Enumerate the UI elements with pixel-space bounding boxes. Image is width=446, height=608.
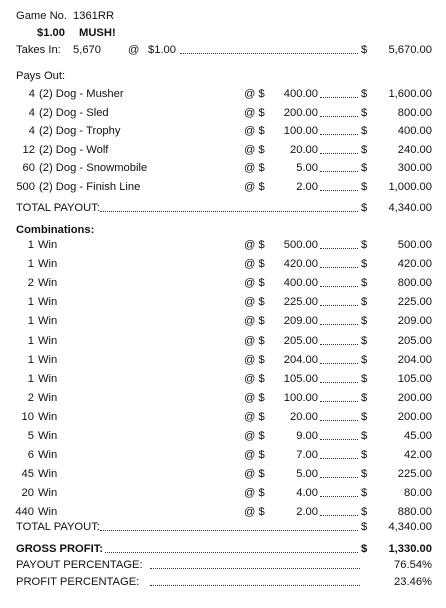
combinations-total-dollar: $ xyxy=(361,521,368,533)
description: (2) Dog - Sled xyxy=(39,106,109,119)
combinations-total: 4,340.00 xyxy=(388,521,432,533)
at-sign: @ $ xyxy=(244,430,265,442)
at-sign: @ $ xyxy=(244,239,265,251)
quantity: 45 xyxy=(21,468,34,481)
pays-out-total-label: TOTAL PAYOUT: xyxy=(16,202,100,214)
quantity: 440 xyxy=(15,506,34,519)
row-total: 225.00 xyxy=(397,468,432,481)
description: Win xyxy=(38,506,58,519)
game-title-row xyxy=(0,24,446,42)
dollar-sign: $ xyxy=(361,391,368,404)
dot-leader xyxy=(100,530,358,531)
dot-leader xyxy=(320,458,358,459)
dot-leader xyxy=(320,420,358,421)
description: (2) Dog - Trophy xyxy=(39,125,121,137)
dot-leader xyxy=(320,248,358,249)
row-total: 45.00 xyxy=(404,430,432,442)
prize-amount: 9.00 xyxy=(296,430,318,442)
description: Win xyxy=(38,334,58,347)
combination-row xyxy=(0,484,446,502)
dot-leader xyxy=(320,382,358,383)
dollar-sign: $ xyxy=(361,430,368,442)
dollar-sign: $ xyxy=(361,315,368,328)
description: Win xyxy=(38,258,58,271)
at-sign: @ $ xyxy=(244,296,265,309)
dot-leader xyxy=(320,324,358,325)
gross-profit-value: 1,330.00 xyxy=(388,543,432,555)
quantity: 1 xyxy=(27,353,34,366)
row-total: 225.00 xyxy=(397,296,432,309)
quantity: 1 xyxy=(27,296,34,309)
prize-amount: 4.00 xyxy=(296,487,318,500)
row-total: 400.00 xyxy=(397,125,432,137)
dot-leader xyxy=(320,97,358,98)
takes-in-total: 5,670.00 xyxy=(388,44,432,56)
prize-amount: 209.00 xyxy=(283,315,318,328)
prize-amount: 400.00 xyxy=(283,277,318,290)
dollar-sign: $ xyxy=(361,258,368,271)
dot-leader xyxy=(100,211,358,212)
row-total: 800.00 xyxy=(397,106,432,119)
quantity: 4 xyxy=(28,125,35,137)
combinations-total-row xyxy=(0,518,446,536)
combination-row xyxy=(0,274,446,292)
dot-leader xyxy=(320,344,358,345)
at-sign: @ $ xyxy=(244,391,265,404)
at-sign: @ $ xyxy=(244,125,265,137)
prize-amount: 20.00 xyxy=(290,410,318,423)
prize-amount: 400.00 xyxy=(283,88,318,100)
takes-in-price: $1.00 xyxy=(148,44,176,56)
dollar-sign: $ xyxy=(361,410,368,423)
combination-row xyxy=(0,465,446,483)
game-no-label: Game No. xyxy=(16,10,67,22)
takes-in-dollar: $ xyxy=(361,44,368,56)
takes-in-label: Takes In: xyxy=(16,44,61,56)
game-name: MUSH! xyxy=(79,27,116,39)
combination-row xyxy=(0,351,446,369)
profit-percentage-row xyxy=(0,573,446,591)
row-total: 300.00 xyxy=(397,162,432,174)
prize-amount: 7.00 xyxy=(296,449,318,462)
quantity: 1 xyxy=(27,372,34,385)
dollar-sign: $ xyxy=(361,125,368,137)
pays-out-row xyxy=(0,178,446,196)
dollar-sign: $ xyxy=(361,449,368,462)
at-sign: @ $ xyxy=(244,88,265,100)
row-total: 880.00 xyxy=(397,506,432,519)
dot-leader xyxy=(180,53,358,54)
description: Win xyxy=(38,391,58,404)
dot-leader xyxy=(320,267,358,268)
row-total: 1,000.00 xyxy=(388,180,432,193)
description: Win xyxy=(38,277,58,290)
dot-leader xyxy=(320,134,358,135)
dot-leader xyxy=(320,116,358,117)
row-total: 42.00 xyxy=(404,449,432,462)
prize-amount: 205.00 xyxy=(283,334,318,347)
prize-amount: 100.00 xyxy=(283,125,318,137)
combination-row xyxy=(0,427,446,445)
dollar-sign: $ xyxy=(361,468,368,481)
description: (2) Dog - Snowmobile xyxy=(39,162,148,174)
row-total: 200.00 xyxy=(397,391,432,404)
dollar-sign: $ xyxy=(361,162,368,174)
payout-percentage-label: PAYOUT PERCENTAGE: xyxy=(16,559,143,571)
at-sign: @ $ xyxy=(244,372,265,385)
dot-leader xyxy=(320,190,358,191)
profit-percentage-value: 23.46% xyxy=(394,576,432,588)
quantity: 1 xyxy=(27,258,34,271)
game-number-row xyxy=(0,7,446,25)
combination-row xyxy=(0,312,446,330)
dot-leader xyxy=(320,496,358,497)
dot-leader xyxy=(320,401,358,402)
description: (2) Dog - Finish Line xyxy=(39,180,141,193)
prize-amount: 5.00 xyxy=(296,162,318,174)
dot-leader xyxy=(150,568,360,569)
description: Win xyxy=(38,410,58,423)
gross-profit-label: GROSS PROFIT: xyxy=(16,543,104,555)
dollar-sign: $ xyxy=(361,277,368,290)
payout-percentage-value: 76.54% xyxy=(394,559,432,571)
description: (2) Dog - Musher xyxy=(39,88,124,100)
pays-out-row xyxy=(0,104,446,122)
pays-out-row xyxy=(0,159,446,177)
description: Win xyxy=(38,296,58,309)
quantity: 500 xyxy=(16,180,35,193)
quantity: 4 xyxy=(28,106,35,119)
at-sign: @ $ xyxy=(244,334,265,347)
dot-leader xyxy=(320,439,358,440)
dollar-sign: $ xyxy=(361,353,368,366)
at-sign: @ $ xyxy=(244,487,265,500)
at-sign: @ $ xyxy=(244,468,265,481)
prize-amount: 225.00 xyxy=(283,296,318,309)
profit-percentage-label: PROFIT PERCENTAGE: xyxy=(16,576,140,588)
prize-amount: 2.00 xyxy=(296,180,318,193)
row-total: 500.00 xyxy=(397,239,432,251)
combination-row xyxy=(0,446,446,464)
combination-row xyxy=(0,293,446,311)
quantity: 60 xyxy=(22,162,35,174)
description: Win xyxy=(38,449,58,462)
prize-amount: 105.00 xyxy=(283,372,318,385)
pays-out-row xyxy=(0,141,446,159)
row-total: 200.00 xyxy=(397,410,432,423)
dot-leader xyxy=(320,171,358,172)
dollar-sign: $ xyxy=(361,180,368,193)
row-total: 205.00 xyxy=(397,334,432,347)
game-price: $1.00 xyxy=(37,27,65,39)
row-total: 80.00 xyxy=(404,487,432,500)
row-total: 1,600.00 xyxy=(388,88,432,100)
quantity: 6 xyxy=(27,449,34,462)
dot-leader xyxy=(320,286,358,287)
at-sign: @ $ xyxy=(244,258,265,271)
dollar-sign: $ xyxy=(361,487,368,500)
pays-out-total: 4,340.00 xyxy=(388,202,432,214)
dollar-sign: $ xyxy=(361,143,368,156)
dollar-sign: $ xyxy=(361,88,368,100)
row-total: 209.00 xyxy=(397,315,432,328)
dollar-sign: $ xyxy=(361,106,368,119)
at-sign: @ $ xyxy=(244,353,265,366)
at-sign: @ $ xyxy=(244,143,265,156)
pays-out-row xyxy=(0,85,446,103)
combinations-heading: Combinations: xyxy=(16,224,95,236)
prize-amount: 20.00 xyxy=(290,143,318,156)
at-sign: @ $ xyxy=(244,106,265,119)
row-total: 240.00 xyxy=(397,143,432,156)
at-sign: @ $ xyxy=(244,162,265,174)
prize-amount: 500.00 xyxy=(283,239,318,251)
row-total: 420.00 xyxy=(397,258,432,271)
description: Win xyxy=(38,430,58,442)
combination-row xyxy=(0,389,446,407)
takes-in-at: @ xyxy=(128,44,140,56)
payout-percentage-row xyxy=(0,556,446,574)
pays-out-heading: Pays Out: xyxy=(16,70,66,82)
combination-row xyxy=(0,236,446,254)
combination-row xyxy=(0,332,446,350)
quantity: 1 xyxy=(27,334,34,347)
description: Win xyxy=(38,315,58,328)
at-sign: @ $ xyxy=(244,506,265,519)
quantity: 4 xyxy=(28,88,35,100)
dollar-sign: $ xyxy=(361,372,368,385)
dot-leader xyxy=(320,515,358,516)
row-total: 204.00 xyxy=(397,353,432,366)
combinations-total-label: TOTAL PAYOUT: xyxy=(16,521,100,533)
at-sign: @ $ xyxy=(244,315,265,328)
description: Win xyxy=(38,372,58,385)
dot-leader xyxy=(320,363,358,364)
prize-amount: 2.00 xyxy=(296,506,318,519)
combination-row xyxy=(0,370,446,388)
quantity: 1 xyxy=(27,239,34,251)
quantity: 10 xyxy=(21,410,34,423)
prize-amount: 420.00 xyxy=(283,258,318,271)
quantity: 20 xyxy=(21,487,34,500)
pays-out-row xyxy=(0,122,446,140)
pays-out-heading-row xyxy=(0,67,446,85)
at-sign: @ $ xyxy=(244,180,265,193)
quantity: 2 xyxy=(27,277,34,290)
quantity: 2 xyxy=(27,391,34,404)
dot-leader xyxy=(105,552,358,553)
takes-in-row xyxy=(0,41,446,59)
dot-leader xyxy=(320,305,358,306)
pays-out-total-dollar: $ xyxy=(361,202,368,214)
dot-leader xyxy=(320,477,358,478)
at-sign: @ $ xyxy=(244,410,265,423)
description: Win xyxy=(38,487,58,500)
prize-amount: 200.00 xyxy=(283,106,318,119)
gross-profit-dollar: $ xyxy=(361,543,368,555)
dot-leader xyxy=(150,585,360,586)
at-sign: @ $ xyxy=(244,449,265,462)
dollar-sign: $ xyxy=(361,296,368,309)
description: Win xyxy=(38,468,58,481)
pays-out-total-row xyxy=(0,199,446,217)
takes-in-count: 5,670 xyxy=(73,44,101,56)
quantity: 5 xyxy=(27,430,34,442)
dollar-sign: $ xyxy=(361,334,368,347)
prize-amount: 100.00 xyxy=(283,391,318,404)
combination-row xyxy=(0,255,446,273)
quantity: 12 xyxy=(22,143,35,156)
at-sign: @ $ xyxy=(244,277,265,290)
game-no-value: 1361RR xyxy=(73,10,115,22)
description: Win xyxy=(38,239,58,251)
prize-amount: 5.00 xyxy=(296,468,318,481)
row-total: 800.00 xyxy=(397,277,432,290)
dollar-sign: $ xyxy=(361,506,368,519)
dollar-sign: $ xyxy=(361,239,368,251)
dot-leader xyxy=(320,153,358,154)
description: Win xyxy=(38,353,58,366)
description: (2) Dog - Wolf xyxy=(39,143,109,156)
row-total: 105.00 xyxy=(397,372,432,385)
quantity: 1 xyxy=(27,315,34,328)
combination-row xyxy=(0,408,446,426)
prize-amount: 204.00 xyxy=(283,353,318,366)
